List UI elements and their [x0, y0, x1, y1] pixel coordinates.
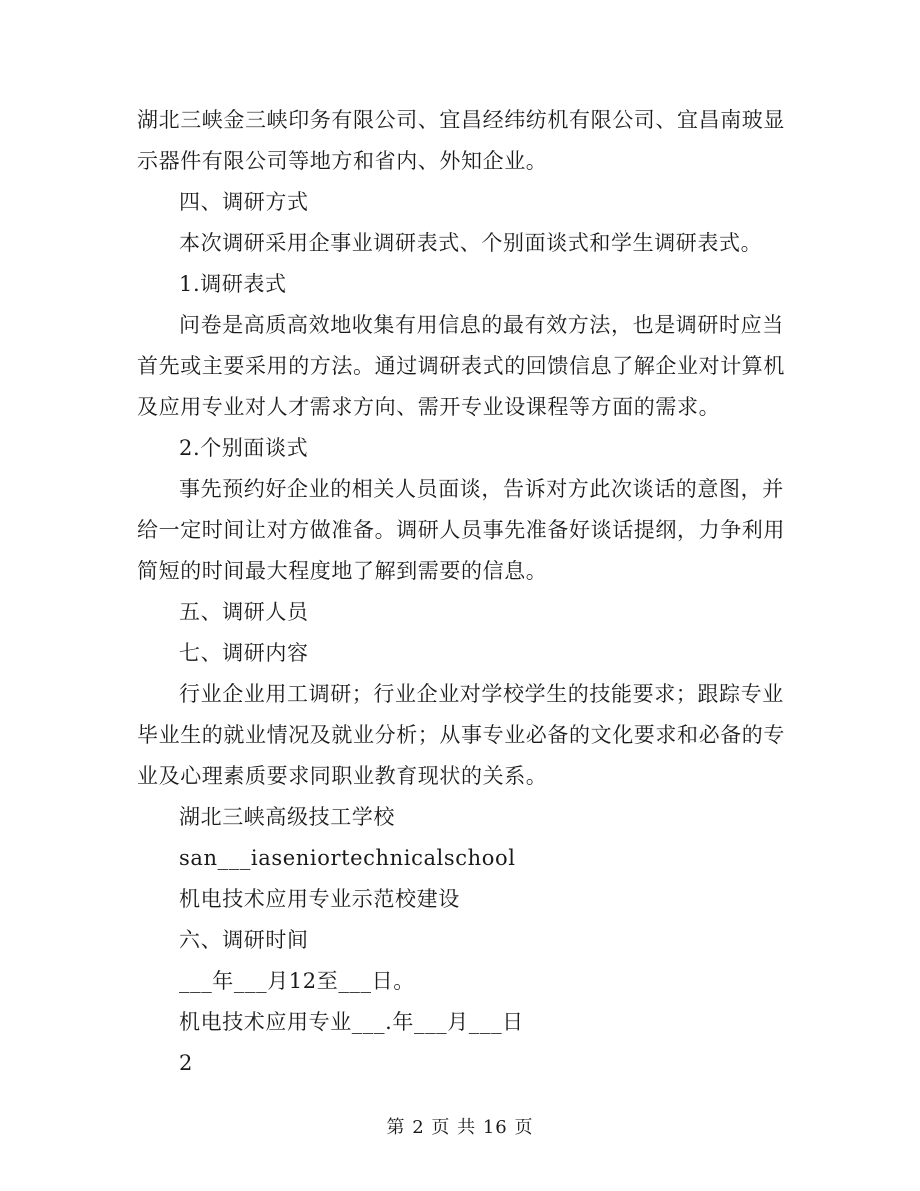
text-line: 机电技术应用专业示范校建设	[179, 887, 460, 911]
text-line: 示器件有限公司等地方和省内、外知企业。	[137, 149, 548, 173]
text-line: 2	[179, 1051, 193, 1075]
text-line: 行业企业用工调研；行业企业对学校学生的技能要求；跟踪专业	[179, 682, 784, 706]
text-line: 湖北三峡高级技工学校	[179, 805, 395, 829]
text-line: 及应用专业对人才需求方向、需开专业设课程等方面的需求。	[137, 395, 721, 419]
text-line: 1.调研表式	[179, 272, 287, 296]
text-line: 机电技术应用专业___.年___月___日	[179, 1010, 524, 1034]
text-line: 首先或主要采用的方法。通过调研表式的回馈信息了解企业对计算机	[137, 354, 785, 378]
text-line: 五、调研人员	[179, 600, 309, 624]
page-footer: 第 2 页 共 16 页	[386, 1117, 534, 1138]
text-line: 给一定时间让对方做准备。调研人员事先准备好谈话提纲，力争利用	[137, 518, 785, 542]
text-line: 简短的时间最大程度地了解到需要的信息。	[137, 559, 548, 583]
text-line: 问卷是高质高效地收集有用信息的最有效方法，也是调研时应当	[179, 313, 784, 337]
text-line: san___iaseniortechnicalschool	[179, 846, 516, 870]
text-line: 湖北三峡金三峡印务有限公司、宜昌经纬纺机有限公司、宜昌南玻显	[137, 108, 785, 132]
text-line: ___年___月12至___日。	[179, 969, 415, 993]
text-line: 本次调研采用企事业调研表式、个别面谈式和学生调研表式。	[179, 231, 763, 255]
document-body	[137, 100, 787, 1084]
text-line: 事先预约好企业的相关人员面谈，告诉对方此次谈话的意图，并	[179, 477, 784, 501]
text-line: 六、调研时间	[179, 928, 309, 952]
text-line: 毕业生的就业情况及就业分析；从事专业必备的文化要求和必备的专	[137, 723, 785, 747]
text-line: 四、调研方式	[179, 190, 309, 214]
text-line: 2.个别面谈式	[179, 436, 309, 460]
text-line: 七、调研内容	[179, 641, 309, 665]
text-line: 业及心理素质要求同职业教育现状的关系。	[137, 764, 548, 788]
